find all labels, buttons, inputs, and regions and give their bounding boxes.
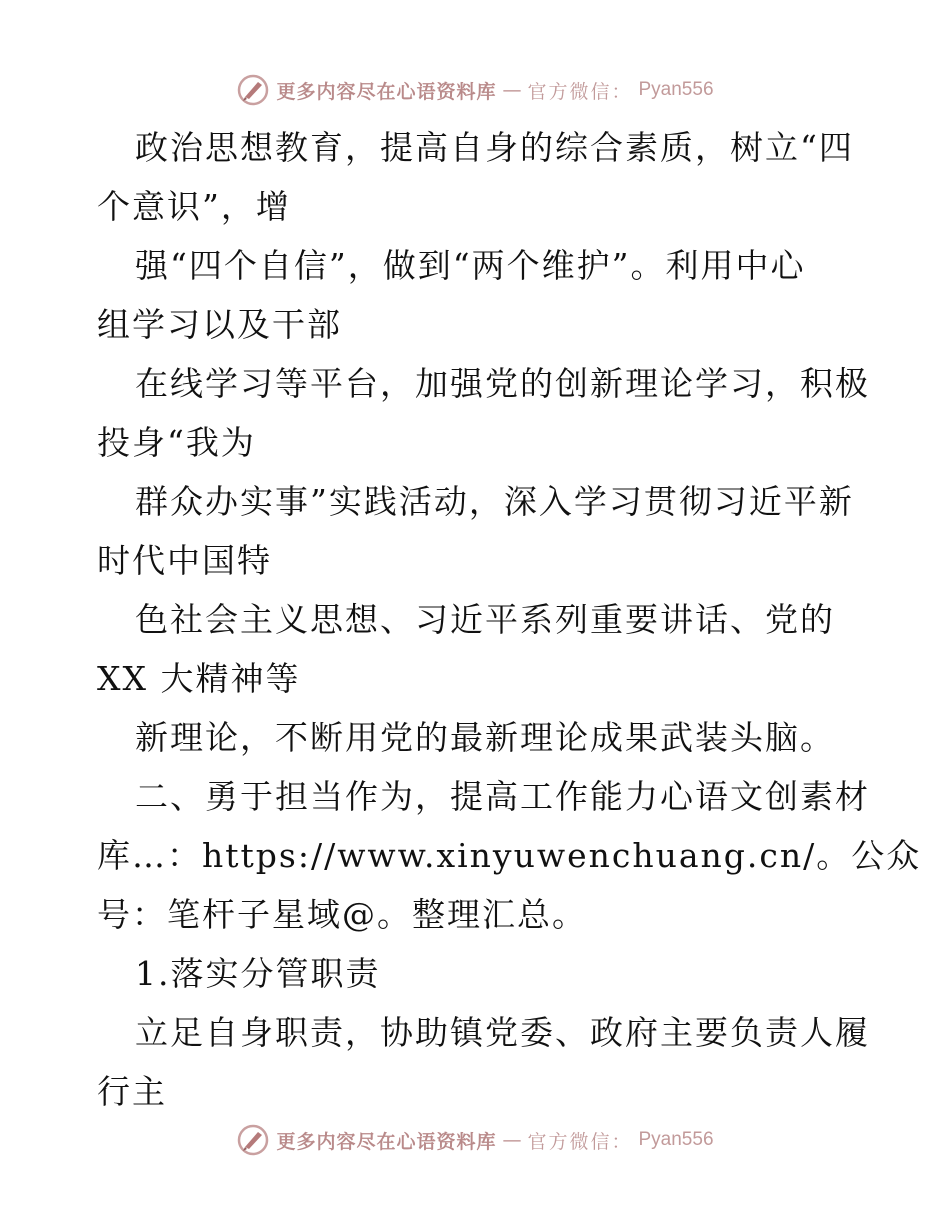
- watermark-text: 更多内容尽在心语资料库: [276, 80, 497, 103]
- watermark-text: 更多内容尽在心语资料库: [276, 1130, 497, 1153]
- text-line: 行主: [97, 1072, 167, 1111]
- footer-watermark: [0, 1120, 950, 1160]
- watermark-wechat-label: 官方微信：: [527, 80, 633, 103]
- text-line: 个意识”，增: [97, 187, 291, 226]
- header-watermark: [0, 70, 950, 110]
- text-line: 库…：https://www.xinyuwenchuang.cn/。公众: [97, 836, 922, 875]
- text-line: 号：笔杆子星域@。整理汇总。: [97, 895, 587, 934]
- text-line: 投身“我为: [97, 423, 256, 462]
- text-line: 组学习以及干部: [97, 305, 342, 344]
- section-heading: 二、勇于担当作为，提高工作能力心语文创素材: [135, 777, 870, 816]
- watermark-wechat-id: Pyan556: [638, 79, 714, 100]
- text-line: 时代中国特: [97, 541, 272, 580]
- text-line: 在线学习等平台，加强党的创新理论学习，积极: [135, 364, 870, 403]
- text-line: 政治思想教育，提高自身的综合素质，树立“四: [135, 128, 854, 167]
- watermark-wechat-label: 官方微信：: [527, 1130, 633, 1153]
- subsection-heading: 1.落实分管职责: [135, 954, 381, 993]
- text-line: 强“四个自信”，做到“两个维护”。利用中心: [135, 246, 806, 285]
- text-line: 色社会主义思想、习近平系列重要讲话、党的: [135, 600, 835, 639]
- watermark-separator: —: [502, 79, 522, 101]
- quill-pen-logo-icon: [236, 1123, 270, 1157]
- watermark-wechat-id: Pyan556: [638, 1129, 714, 1150]
- quill-pen-logo-icon: [236, 73, 270, 107]
- text-line: 群众办实事”实践活动，深入学习贯彻习近平新: [135, 482, 854, 521]
- text-line: XX 大精神等: [97, 659, 301, 698]
- text-line: 新理论，不断用党的最新理论成果武装头脑。: [135, 718, 835, 757]
- watermark-separator: —: [502, 1129, 522, 1151]
- document-body: [97, 118, 922, 1121]
- text-line: 立足自身职责，协助镇党委、政府主要负责人履: [135, 1013, 870, 1052]
